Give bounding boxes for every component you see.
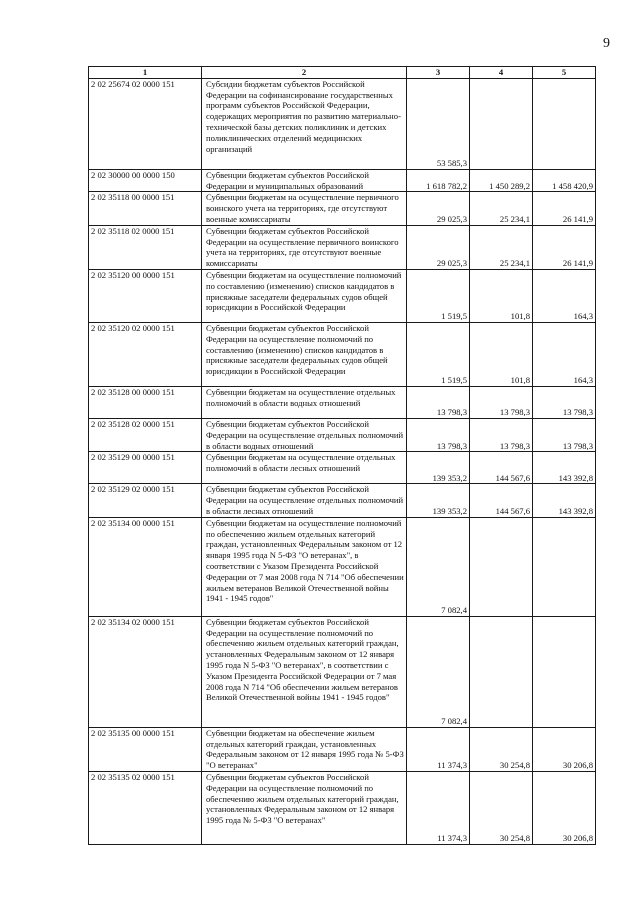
- description-cell: Субвенции бюджетам субъектов Российской Федерации на осуществление полномочий по обеспечению жильем отдельных категорий граждан, установленных Федеральным законом от 12 января 1995 года N 5-ФЗ "О ветеранах", в соответствии с Указом Президента Российской Федерации от 7 мая 2008 года N 714 "Об обеспечении жильем ветеранов Великой Отечественной войны 1941 - 1945 годов": [202, 616, 407, 727]
- budget-code-cell: 2 02 35118 02 0000 151: [89, 225, 202, 269]
- value-col5-cell: 13 798,3: [533, 386, 596, 418]
- budget-code-cell: 2 02 25674 02 0000 151: [89, 78, 202, 169]
- budget-code-cell: 2 02 35135 02 0000 151: [89, 771, 202, 844]
- value-col3-cell: 11 374,3: [407, 771, 470, 844]
- value-col4-cell: 25 234,1: [470, 192, 533, 225]
- value-col5-cell: 1 458 420,9: [533, 169, 596, 192]
- description-cell: Субвенции бюджетам субъектов Российской Федерации на осуществление полномочий по составлению (изменению) списков кандидатов в присяжные заседатели федеральных судов общей юрисдикции в Российской Федерации: [202, 322, 407, 386]
- value-col3-cell: 7 082,4: [407, 517, 470, 616]
- value-col4-cell: 30 254,8: [470, 771, 533, 844]
- budget-code-cell: 2 02 35128 00 0000 151: [89, 386, 202, 418]
- description-cell: Субвенции бюджетам на осуществление полномочий по обеспечению жильем отдельных категорий граждан, установленных Федеральным законом от 12 января 1995 года N 5-ФЗ "О ветеранах", в соответствии с Указом Президента Российской Федерации от 7 мая 2008 года N 714 "Об обеспечении жильем ветеранов Великой Отечественной войны 1941 - 1945 годов": [202, 517, 407, 616]
- value-col4-cell: [470, 616, 533, 727]
- budget-code-cell: 2 02 35135 00 0000 151: [89, 727, 202, 771]
- table-row: [89, 386, 596, 418]
- description-cell: Субвенции бюджетам на осуществление отдельных полномочий в области лесных отношений: [202, 452, 407, 484]
- value-col5-cell: 13 798,3: [533, 418, 596, 451]
- value-col3-cell: 1 519,5: [407, 322, 470, 386]
- table-row: [89, 452, 596, 484]
- table-row: [89, 418, 596, 451]
- budget-code-cell: 2 02 35120 00 0000 151: [89, 269, 202, 322]
- value-col5-cell: [533, 78, 596, 169]
- table-row: [89, 727, 596, 771]
- value-col5-cell: 164,3: [533, 322, 596, 386]
- column-header: 3: [407, 67, 470, 79]
- value-col3-cell: 7 082,4: [407, 616, 470, 727]
- table-row: [89, 322, 596, 386]
- budget-code-cell: 2 02 35128 02 0000 151: [89, 418, 202, 451]
- table-row: [89, 192, 596, 225]
- value-col4-cell: 144 567,6: [470, 452, 533, 484]
- table-row: [89, 771, 596, 844]
- value-col3-cell: 1 618 782,2: [407, 169, 470, 192]
- value-col4-cell: 13 798,3: [470, 418, 533, 451]
- value-col3-cell: 139 353,2: [407, 484, 470, 517]
- table-header-row: [89, 67, 596, 79]
- budget-code-cell: 2 02 35134 02 0000 151: [89, 616, 202, 727]
- value-col3-cell: 29 025,3: [407, 192, 470, 225]
- value-col4-cell: [470, 78, 533, 169]
- description-cell: Субвенции бюджетам субъектов Российской Федерации на осуществление первичного воинского учета на территориях, где отсутствуют военные комиссариаты: [202, 225, 407, 269]
- value-col4-cell: 144 567,6: [470, 484, 533, 517]
- value-col5-cell: [533, 616, 596, 727]
- value-col3-cell: 13 798,3: [407, 386, 470, 418]
- value-col5-cell: 143 392,8: [533, 484, 596, 517]
- description-cell: Субвенции бюджетам на осуществление отдельных полномочий в области водных отношений: [202, 386, 407, 418]
- table-row: [89, 225, 596, 269]
- table-row: [89, 484, 596, 517]
- value-col4-cell: 1 450 289,2: [470, 169, 533, 192]
- budget-code-cell: 2 02 35129 02 0000 151: [89, 484, 202, 517]
- value-col5-cell: 30 206,8: [533, 727, 596, 771]
- budget-code-cell: 2 02 35134 00 0000 151: [89, 517, 202, 616]
- budget-code-cell: 2 02 35120 02 0000 151: [89, 322, 202, 386]
- description-cell: Субвенции бюджетам на осуществление полномочий по составлению (изменению) списков кандидатов в присяжные заседатели федеральных судов общей юрисдикции в Российской Федерации: [202, 269, 407, 322]
- value-col3-cell: 53 585,3: [407, 78, 470, 169]
- value-col5-cell: [533, 517, 596, 616]
- value-col4-cell: 101,8: [470, 322, 533, 386]
- table-row: [89, 78, 596, 169]
- budget-table: [88, 66, 596, 845]
- description-cell: Субвенции бюджетам субъектов Российской Федерации на осуществление отдельных полномочий в области лесных отношений: [202, 484, 407, 517]
- description-cell: Субвенции бюджетам на обеспечение жильем отдельных категорий граждан, установленных Федеральным законом от 12 января 1995 года № 5-ФЗ "О ветеранах": [202, 727, 407, 771]
- table-row: [89, 269, 596, 322]
- budget-code-cell: 2 02 30000 00 0000 150: [89, 169, 202, 192]
- value-col5-cell: 164,3: [533, 269, 596, 322]
- value-col4-cell: 25 234,1: [470, 225, 533, 269]
- value-col4-cell: 13 798,3: [470, 386, 533, 418]
- value-col5-cell: 30 206,8: [533, 771, 596, 844]
- column-header: 5: [533, 67, 596, 79]
- description-cell: Субвенции бюджетам субъектов Российской Федерации на осуществление полномочий по обеспечению жильем отдельных категорий граждан, установленных Федеральным законом от 12 января 1995 года № 5-ФЗ "О ветеранах": [202, 771, 407, 844]
- table-row: [89, 517, 596, 616]
- value-col4-cell: 101,8: [470, 269, 533, 322]
- column-header: 1: [89, 67, 202, 79]
- value-col3-cell: 139 353,2: [407, 452, 470, 484]
- column-header: 2: [202, 67, 407, 79]
- table-row: [89, 169, 596, 192]
- value-col3-cell: 13 798,3: [407, 418, 470, 451]
- value-col4-cell: [470, 517, 533, 616]
- value-col5-cell: 26 141,9: [533, 225, 596, 269]
- value-col3-cell: 29 025,3: [407, 225, 470, 269]
- value-col3-cell: 11 374,3: [407, 727, 470, 771]
- value-col3-cell: 1 519,5: [407, 269, 470, 322]
- budget-code-cell: 2 02 35129 00 0000 151: [89, 452, 202, 484]
- column-header: 4: [470, 67, 533, 79]
- budget-code-cell: 2 02 35118 00 0000 151: [89, 192, 202, 225]
- table-row: [89, 616, 596, 727]
- budget-table-container: [88, 66, 596, 845]
- description-cell: Субвенции бюджетам субъектов Российской Федерации и муниципальных образований: [202, 169, 407, 192]
- description-cell: Субвенции бюджетам на осуществление первичного воинского учета на территориях, где отсутствуют военные комиссариаты: [202, 192, 407, 225]
- value-col5-cell: 26 141,9: [533, 192, 596, 225]
- value-col4-cell: 30 254,8: [470, 727, 533, 771]
- description-cell: Субсидии бюджетам субъектов Российской Федерации на софинансирование государственных программ субъектов Российской Федерации, содержащих мероприятия по развитию материально-технической базы детских поликлиник и детских поликлинических отделений медицинских организаций: [202, 78, 407, 169]
- page-number: 9: [603, 36, 610, 51]
- value-col5-cell: 143 392,8: [533, 452, 596, 484]
- description-cell: Субвенции бюджетам субъектов Российской Федерации на осуществление отдельных полномочий в области водных отношений: [202, 418, 407, 451]
